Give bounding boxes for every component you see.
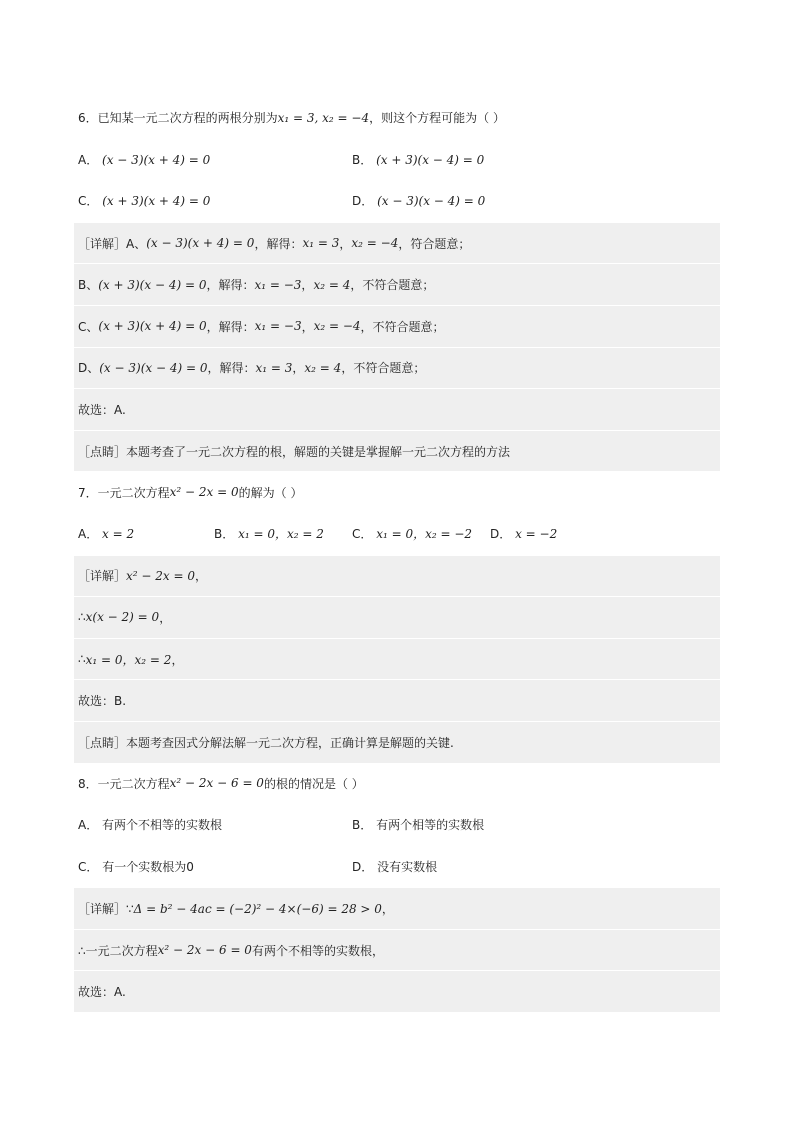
q7-question-prefix: 7．一元二次方程 [78, 485, 170, 500]
option-text: 没有实数根 [377, 859, 438, 874]
solution-equation: (x − 3)(x + 4) = 0 [146, 236, 255, 251]
q6-options-row-1 [74, 139, 720, 181]
option-math: (x − 3)(x + 4) = 0 [102, 152, 211, 167]
solution-equation: x² − 2x = 0 [126, 568, 195, 583]
q7-options-row [74, 513, 720, 555]
solution-prefix: ∴一元二次方程 [78, 943, 158, 958]
solution-separator: ， [301, 278, 314, 293]
option-letter: A． [78, 818, 99, 833]
q8-question-math: x² − 2x − 6 = 0 [169, 776, 264, 791]
solution-prefix: ［详解］A、 [78, 236, 147, 251]
option-math: (x − 3)(x − 4) = 0 [377, 194, 486, 209]
q6-question [74, 97, 720, 139]
q6-answer [74, 388, 720, 430]
solution-prefix: D、 [78, 361, 100, 376]
solution-root-2: x₂ = 4 [304, 360, 342, 375]
solution-equation: (x + 3)(x − 4) = 0 [98, 277, 207, 292]
solution-root-1: x₁ = −3 [254, 277, 302, 292]
q6-solution-line-a [74, 222, 720, 264]
comment-text: ［点睛］本题考查因式分解法解一元二次方程，正确计算是解题的关键. [78, 735, 454, 750]
solution-equation: Δ = b² − 4ac = (−2)² − 4×(−6) = 28 > 0 [133, 901, 382, 916]
option-letter: D． [352, 859, 374, 874]
q7-question [74, 471, 720, 513]
solution-equation: (x − 3)(x − 4) = 0 [99, 360, 208, 375]
solution-verdict: ，符合题意； [398, 236, 471, 251]
option-letter: A． [78, 152, 99, 167]
option-math: x = 2 [102, 527, 135, 542]
q8-question-suffix: 的根的情况是（ ） [263, 776, 364, 791]
solution-equation: x(x − 2) = 0 [85, 610, 160, 625]
q6-question-prefix: 6．已知某一元二次方程的两根分别为 [78, 111, 278, 126]
solution-prefix: ∴ [78, 652, 86, 667]
solution-equation: (x + 3)(x + 4) = 0 [98, 319, 207, 334]
option-letter: B． [352, 152, 373, 167]
option-math: (x + 3)(x + 4) = 0 [102, 194, 211, 209]
q8-option-b[interactable] [352, 816, 484, 833]
q8-option-a[interactable] [78, 816, 222, 833]
option-letter: D． [352, 194, 374, 209]
q8-question-prefix: 8．一元二次方程 [78, 776, 170, 791]
q7-question-suffix: 的解为（ ） [238, 485, 303, 500]
option-letter: D． [490, 527, 512, 542]
solution-verdict: ，不符合题意； [341, 361, 426, 376]
q8-option-d[interactable] [352, 858, 437, 875]
solution-prefix: B、 [78, 278, 99, 293]
q7-solution-line-3 [74, 638, 720, 680]
solution-prefix: ∴ [78, 610, 86, 625]
solution-root-1: x₁ = 3 [302, 236, 340, 251]
document-page [74, 97, 720, 1012]
q6-option-c[interactable] [78, 192, 210, 209]
solution-root-2: x₂ = −4 [313, 319, 361, 334]
option-math: (x + 3)(x − 4) = 0 [376, 152, 485, 167]
option-letter: C． [352, 527, 373, 542]
solution-verdict: ，不符合题意； [350, 278, 435, 293]
solution-suffix: ， [159, 610, 172, 625]
solution-text: ，解得： [206, 319, 255, 334]
solution-root-1: x₁ = 3 [255, 360, 293, 375]
q7-solution-line-1 [74, 555, 720, 597]
q8-solution-line-2 [74, 929, 720, 971]
q6-option-d[interactable] [352, 192, 485, 209]
q8-answer [74, 970, 720, 1012]
q7-option-b[interactable] [214, 525, 324, 542]
solution-suffix: ， [171, 652, 184, 667]
solution-separator: ， [339, 236, 352, 251]
q7-comment [74, 721, 720, 763]
q8-question [74, 763, 720, 805]
option-letter: C． [78, 194, 99, 209]
solution-root-1: x₁ = −3 [254, 319, 302, 334]
solution-root-2: x₂ = −4 [351, 236, 399, 251]
solution-text: ，解得： [207, 361, 256, 376]
solution-root-2: x₂ = 4 [313, 277, 351, 292]
solution-text: ，解得： [206, 278, 255, 293]
option-math: x = −2 [515, 527, 558, 542]
q6-comment [74, 430, 720, 472]
answer-text: 故选：A. [78, 402, 126, 417]
comment-text: ［点睛］本题考查了一元二次方程的根，解题的关键是掌握解一元二次方程的方法 [78, 444, 511, 459]
q8-solution-line-1 [74, 887, 720, 929]
solution-verdict: ，不符合题意； [360, 319, 445, 334]
q7-option-c[interactable] [352, 525, 472, 542]
q6-solution-line-b [74, 263, 720, 305]
q6-solution-line-d [74, 347, 720, 389]
option-letter: B． [214, 527, 235, 542]
solution-suffix: ， [381, 902, 394, 917]
solution-prefix: ［详解］ [78, 569, 127, 584]
q7-question-math: x² − 2x = 0 [169, 485, 239, 500]
q6-solution-line-c [74, 305, 720, 347]
q8-option-c[interactable] [78, 858, 194, 875]
option-letter: B． [352, 818, 373, 833]
option-letter: A． [78, 527, 99, 542]
solution-prefix: ［详解］∵ [78, 902, 134, 917]
solution-equation: x₁ = 0，x₂ = 2 [85, 652, 172, 667]
option-text: 有一个实数根为0 [102, 859, 194, 874]
answer-text: 故选：B. [78, 694, 127, 709]
option-math: x₁ = 0，x₂ = 2 [238, 527, 324, 542]
q8-options-row-1 [74, 804, 720, 846]
solution-prefix: C、 [78, 319, 99, 334]
answer-text: 故选：A. [78, 985, 126, 1000]
solution-text: ，解得： [254, 236, 303, 251]
q7-option-d[interactable] [490, 525, 557, 542]
option-text: 有两个相等的实数根 [376, 818, 485, 833]
q7-option-a[interactable] [78, 525, 134, 542]
option-letter: C． [78, 859, 99, 874]
solution-separator: ， [301, 319, 314, 334]
q8-options-row-2 [74, 846, 720, 888]
solution-separator: ， [292, 361, 305, 376]
solution-suffix: 有两个不相等的实数根， [251, 943, 384, 958]
q7-answer [74, 679, 720, 721]
q6-option-a[interactable] [78, 151, 210, 168]
q7-solution-line-2 [74, 596, 720, 638]
option-text: 有两个不相等的实数根 [102, 818, 223, 833]
option-math: x₁ = 0，x₂ = −2 [376, 527, 473, 542]
q6-question-suffix: ，则这个方程可能为（ ） [369, 111, 505, 126]
solution-suffix: ， [195, 569, 208, 584]
q6-option-b[interactable] [352, 151, 484, 168]
q6-question-math: x₁ = 3, x₂ = −4 [277, 110, 370, 125]
q6-options-row-2 [74, 180, 720, 222]
solution-equation: x² − 2x − 6 = 0 [157, 943, 252, 958]
